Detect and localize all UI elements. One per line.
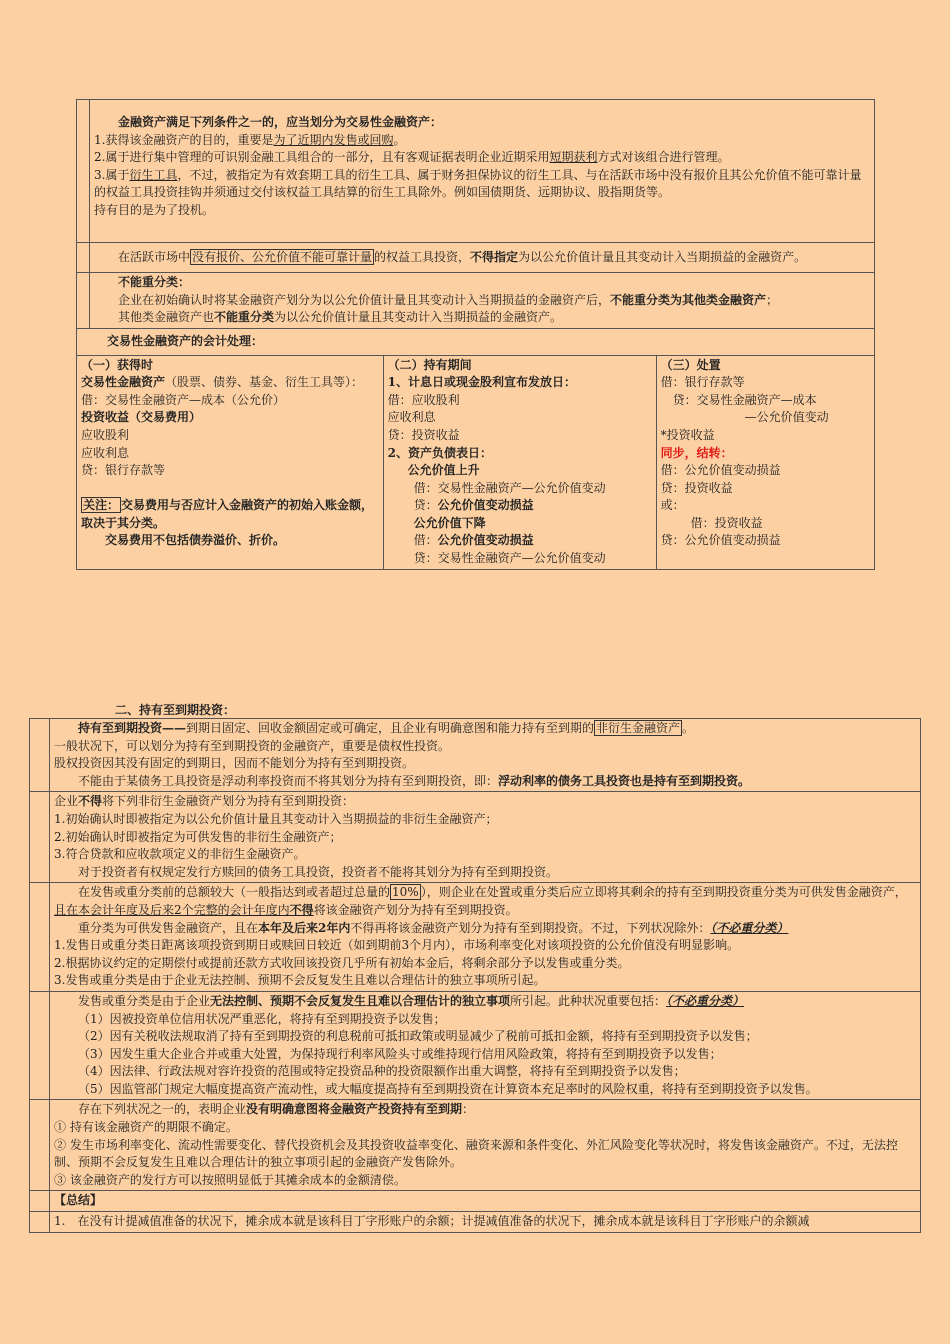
hold-line-3: 应收利息 [387, 410, 436, 425]
hold-line-10: 借：公允价值变动损益 [413, 533, 534, 548]
hold-line-7: 借：交易性金融资产—公允价值变动 [413, 480, 606, 495]
disp-line-5: 同步，结转： [660, 445, 733, 460]
reclass-line-4: 2.根据协议约定的定期偿付或提前还款方式收回该投资几乎所有初始本金后，将剩余部分予以发售或重分类。 [54, 955, 630, 970]
disp-line-2: 贷：交易性金融资产—成本 [672, 392, 817, 407]
disp-line-1: 借：银行存款等 [660, 375, 745, 390]
reclass-line-2: 重分类为可供发售金融资产，且在本年及后来2年内不得再将该金融资产划分为持有至到期投资。不过，下列状况除外：（不必重分类） [78, 920, 789, 935]
excl-line-2: 1.初始确认时即被指定为以公允价值计量且其变动计入当期损益的非衍生金融资产； [54, 811, 498, 826]
accounting-title-cell [77, 328, 875, 355]
acq-line-3: 投资收益（交易费用） [81, 410, 202, 425]
hold-line-4: 贷：投资收益 [387, 427, 460, 442]
acq-line-1: 交易性金融资产（股票、债券、基金、衍生工具等）： [81, 375, 364, 390]
excl-line-5: 对于投资者有权规定发行方赎回的债务工具投资，投资者不能将其划分为持有至到期投资。 [78, 864, 559, 879]
acquisition-column [77, 355, 384, 569]
disp-line-8: 或： [660, 498, 685, 513]
hold-line-9: 公允价值下降 [413, 515, 486, 530]
intent-line-1: 存在下列状况之一的，表明企业没有明确意图将金融资产投资持有至到期： [78, 1102, 475, 1117]
hold-line-1: 1、计息日或现金股利宣布发放日： [387, 375, 576, 390]
htm-definition-cell [50, 719, 921, 792]
htm-def-line-2: 一般状况下，可以划分为持有至到期投资的金融资产，重要是债权性投资。 [54, 738, 451, 753]
exc-line-4: （3）因发生重大企业合并或重大处置，为保持现行利率风险头寸或维持现行信用风险政策，将持有至到期投资予以发售； [78, 1046, 722, 1061]
disp-line-3: —公允价值变动 [744, 410, 829, 425]
disposal-title: （三）处置 [660, 357, 721, 372]
no-reclass-title: 不能重分类： [118, 275, 191, 290]
row-margin-cell [30, 1100, 50, 1191]
disp-line-10: 贷：公允价值变动损益 [660, 533, 781, 548]
row-margin-cell [30, 883, 50, 992]
accounting-title: 交易性金融资产的会计处理： [107, 333, 264, 348]
exc-line-2: （1）因被投资单位信用状况严重恶化，将持有至到期投资予以发售； [78, 1011, 446, 1026]
row-margin-cell [30, 1212, 50, 1233]
reclass-line-5: 3.发售或重分类是由于企业无法控制、预期不会反复发生且难以合理估计的独立事项所引起。 [54, 973, 546, 988]
acq-line-2: 借：交易性金融资产—成本（公允价） [81, 392, 286, 407]
reclass-line-3: 1.发售日或重分类日距离该项投资到期日或赎回日较近（如到期前3个月内），市场利率变化对该项投资的公允价值没有明显影响。 [54, 938, 740, 953]
htm-exceptions-cell [50, 991, 921, 1100]
disp-line-4: *投资收益 [660, 427, 715, 442]
exc-line-3: （2）因有关税收法规取消了持有至到期投资的利息税前可抵扣政策或明显减少了税前可抵扣金额，将持有至到期投资予以发售； [78, 1029, 758, 1044]
row-margin-cell [30, 1191, 50, 1212]
htm-def-line-4: 不能由于某债务工具投资是浮动利率投资而不将其划分为持有至到期投资，即：浮动利率的债务工具投资也是持有至到期投资。 [78, 773, 751, 788]
disp-line-6: 借：公允价值变动损益 [660, 463, 781, 478]
excl-line-3: 2.初始确认时即被指定为可供发售的非衍生金融资产； [54, 829, 342, 844]
row-margin-cell [77, 100, 90, 243]
htm-def-line-3: 股权投资因其没有固定的到期日，因而不能划分为持有至到期投资。 [54, 756, 415, 771]
disp-line-9: 借：投资收益 [690, 515, 763, 530]
row-margin-cell [77, 273, 90, 329]
no-reclassification-cell [90, 273, 875, 329]
htm-def-line-1: 持有至到期投资——到期日固定、回收金额固定或可确定，且企业有明确意图和能力持有至到期的 非衍生金融资产 。 [78, 721, 695, 735]
row-margin-cell [30, 719, 50, 792]
acq-note: 关注： 交易费用与否应计入金融资产的初始入账金额，取决于其分类。 [81, 498, 374, 530]
intent-line-3: ② 发生市场利率变化、流动性需要变化、替代投资机会及其投资收益率变化、融资来源和条件变化、外汇风险变化等状况时，将发售该金融资产。不过，无法控制、预期不会反复发生且难以合理估计的独立事项引起的金融资产发售除外。 [54, 1137, 898, 1170]
intent-line-4: ③ 该金融资产的发行方可以按照明显低于其摊余成本的金额清偿。 [54, 1172, 406, 1187]
excl-line-1: 企业不得将下列非衍生金融资产划分为持有至到期投资： [54, 794, 355, 809]
hold-line-5: 2、资产负债表日： [387, 445, 492, 460]
summary-title: 【总结】 [54, 1193, 103, 1208]
holding-title: （二）持有期间 [387, 357, 472, 372]
no-reclass-line-1: 企业在初始确认时将某金融资产划分为以公允价值计量且其变动计入当期损益的金融资产后，不能重分类为其他类金融资产； [118, 292, 779, 307]
hold-line-6: 公允价值上升 [407, 463, 480, 478]
hold-line-8: 贷：公允价值变动损益 [413, 498, 534, 513]
hold-line-11: 贷：交易性金融资产—公允价值变动 [413, 551, 606, 566]
trading-assets-table [76, 99, 875, 570]
acq-line-6: 贷：银行存款等 [81, 463, 166, 478]
holding-period-column [383, 355, 656, 569]
excl-line-4: 3.符合贷款和应收款项定义的非衍生金融资产。 [54, 847, 306, 862]
condition-1: 1.获得该金融资产的目的，重要是为了近期内发售或回购。 [94, 132, 406, 147]
summary-line-cell [50, 1212, 921, 1233]
htm-no-intent-cell [50, 1100, 921, 1191]
acq-note-2: 交易费用不包括债券溢价、折价。 [105, 533, 286, 548]
exc-line-5: （4）因法律、行政法规对容许投资的范围或特定投资品种的投资限额作出重大调整，将持有至到期投资予以发售； [78, 1064, 686, 1079]
classification-conditions-cell [90, 100, 875, 243]
exc-line-6: （5）因监管部门规定大幅度提高资产流动性，或大幅度提高持有至到期投资在计算资本充足率时的风险权重，将持有至到期投资予以发售。 [78, 1081, 818, 1096]
conditions-title: 金融资产满足下列条件之一的，应当划分为交易性金融资产： [118, 115, 443, 129]
intent-line-2: ① 持有该金融资产的期限不确定。 [54, 1120, 238, 1135]
condition-2: 2.属于进行集中管理的可识别金融工具组合的一部分，且有客观证据表明企业近期采用短期获利方式对该组合进行管理。 [94, 150, 730, 165]
condition-3: 3.属于衍生工具，不过，被指定为有效套期工具的衍生工具、属于财务担保协议的衍生工具、与在活跃市场中没有报价且其公允价值不能可靠计量的权益工具投资挂钩并须通过交付该权益工具结算的衍生工具除外。例如国债期货、远期协议、股指期货等。 [94, 167, 862, 200]
hold-line-2: 借：应收股利 [387, 392, 460, 407]
summary-title-cell [50, 1191, 921, 1212]
disp-line-7: 贷：投资收益 [660, 480, 733, 495]
acq-line-4: 应收股利 [81, 427, 130, 442]
no-quote-equity-text: 在活跃市场中 没有报价、公允价值不能可靠计量 的权益工具投资，不得指定为以公允价值计量且其变动计入当期损益的金融资产。 [118, 249, 807, 264]
acq-line-5: 应收利息 [81, 445, 130, 460]
row-margin-cell [77, 242, 90, 273]
held-to-maturity-table [29, 718, 921, 1233]
section-2-heading: 二、持有至到期投资： [115, 703, 236, 717]
row-margin-cell [30, 792, 50, 883]
holding-purpose: 持有目的是为了投机。 [94, 202, 215, 217]
htm-reclassification-cell [50, 883, 921, 992]
exc-line-1: 发售或重分类是由于企业无法控制、预期不会反复发生且难以合理估计的独立事项所引起。此种状况重要包括：（不必重分类） [78, 993, 745, 1008]
row-margin-cell [30, 991, 50, 1100]
summary-line-1: 1. 在没有计提减值准备的状况下，摊余成本就是该科目丁字形账户的余额；计提减值准备的状况下，摊余成本就是该科目丁字形账户的余额减 [54, 1214, 810, 1229]
reclass-line-1: 在发售或重分类前的总额较大（一般指达到或者超过总量的 10% ），则企业在处置或重分类后应立即将其剩余的持有至到期投资重分类为可供发售金融资产，且在本会计年度及后来2个完整的会计年度内不得将该金融资产划分为持有至到期投资。 [54, 885, 907, 917]
htm-exclusions-cell [50, 792, 921, 883]
disposal-column [656, 355, 874, 569]
no-quote-equity-cell [90, 242, 875, 273]
no-reclass-line-2: 其他类金融资产也不能重分类为以公允价值计量且其变动计入当期损益的金融资产。 [118, 310, 563, 325]
acquisition-title: （一）获得时 [81, 357, 154, 372]
